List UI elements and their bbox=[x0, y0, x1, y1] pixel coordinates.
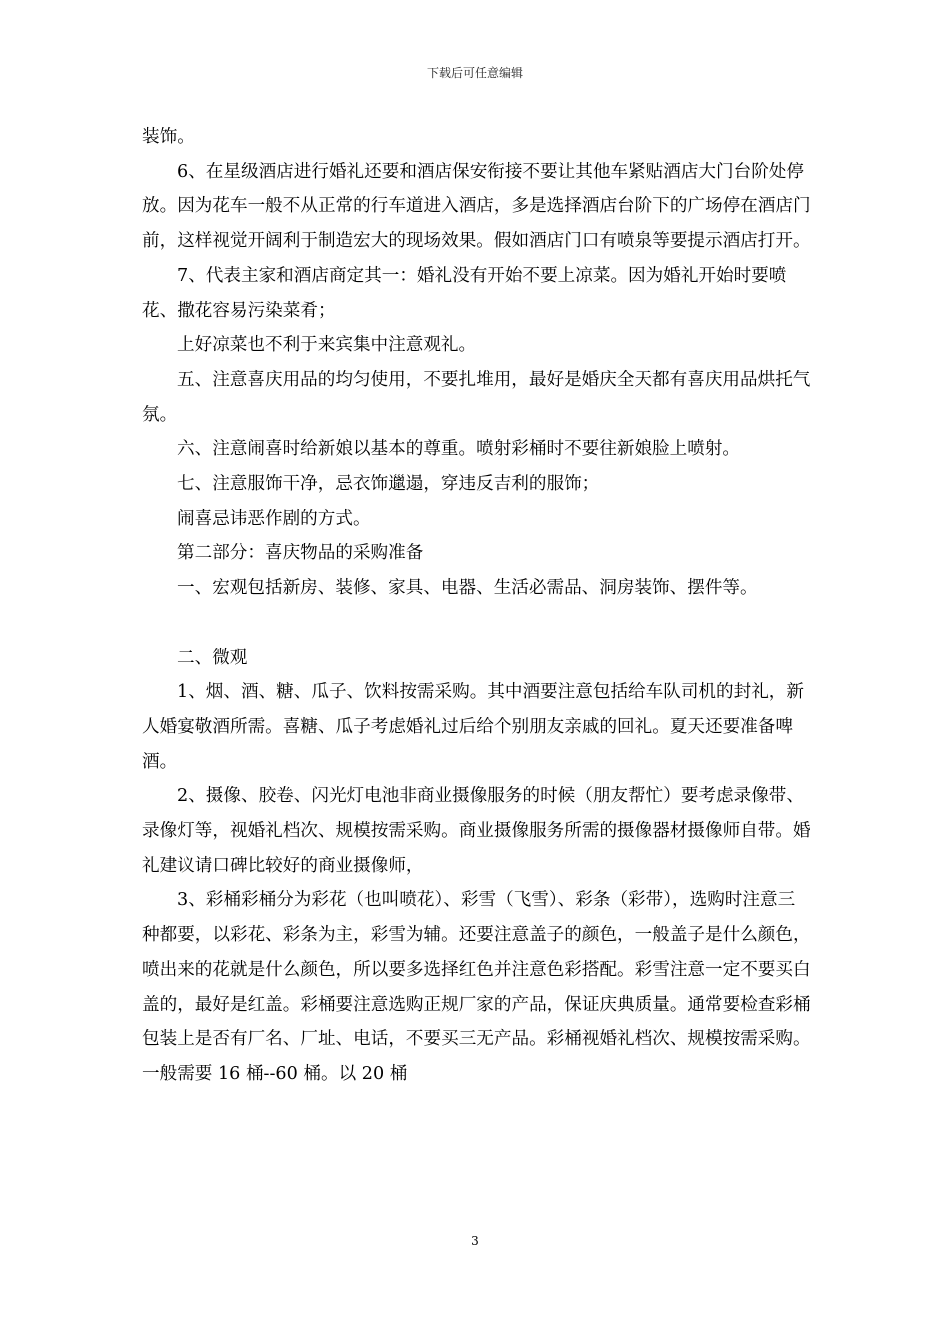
paragraph-item-7-continued: 上好凉菜也不利于来宾集中注意观礼。 bbox=[177, 335, 477, 356]
paragraph-section-7: 七、注意服饰干净，忌衣饰邋遢，穿违反吉利的服饰； bbox=[177, 474, 600, 495]
paragraph-section-5: 五、注意喜庆用品的均匀使用，不要扎堆用，最好是婚庆全天都有喜庆用品烘托气氛。 bbox=[142, 369, 811, 425]
paragraph-item-6: 6、在星级酒店进行婚礼还要和酒店保安衔接不要让其他车紧贴酒店大门台阶处停放。因为花车一般不从正常的行车道进入酒店，多是选择酒店台阶下的广场停在酒店门前，这样视觉开阔利于制造宏大的现场效果。假如酒店门口有喷泉等要提示酒店打开。 bbox=[142, 161, 811, 252]
part-two-heading: 第二部分：喜庆物品的采购准备 bbox=[177, 543, 424, 564]
paragraph-micro-item-2: 2、摄像、胶卷、闪光灯电池非商业摄像服务的时候（朋友帮忙）要考虑录像带、录像灯等，视婚礼档次、规模按需采购。商业摄像服务所需的摄像器材摄像师自带。婚礼建议请口碑比较好的商业摄像师， bbox=[142, 786, 811, 876]
paragraph-continuation: 装饰。 bbox=[142, 127, 195, 147]
paragraph-section-7-continued: 闹喜忌讳恶作剧的方式。 bbox=[177, 508, 371, 529]
paragraph-micro-heading: 二、微观 bbox=[177, 647, 248, 668]
paragraph-section-6: 六、注意闹喜时给新娘以基本的尊重。喷射彩桶时不要往新娘脸上喷射。 bbox=[177, 439, 741, 460]
page-header: 下载后可任意编辑 bbox=[426, 66, 523, 80]
blank-line bbox=[142, 606, 812, 641]
paragraph-macro: 一、宏观包括新房、装修、家具、电器、生活必需品、洞房装饰、摆件等。 bbox=[177, 578, 758, 599]
paragraph-item-7: 7、代表主家和酒店商定其一：婚礼没有开始不要上凉菜。因为婚礼开始时要喷花、撒花容易污染菜肴； bbox=[142, 265, 787, 321]
paragraph-micro-item-3: 3、彩桶彩桶分为彩花（也叫喷花）、彩雪（飞雪）、彩条（彩带），选购时注意三种都要，以彩花、彩条为主，彩雪为辅。还要注意盖子的颜色，一般盖子是什么颜色，喷出来的花就是什么颜色，所以要多选择红色并注意色彩搭配。彩雪注意一定不要买白盖的，最好是红盖。彩桶要注意选购正规厂家的产品，保证庆典质量。通常要检查彩桶包装上是否有厂名、厂址、电话，不要买三无产品。彩桶视婚礼档次、规模按需采购。一般需要 16 桶--60 桶。以 20 桶 bbox=[142, 890, 811, 1084]
page-number: 3 bbox=[471, 1234, 479, 1248]
document-body bbox=[142, 120, 812, 1092]
paragraph-micro-item-1: 1、烟、酒、糖、瓜子、饮料按需采购。其中酒要注意包括给车队司机的封礼，新人婚宴敬酒所需。喜糖、瓜子考虑婚礼过后给个别朋友亲戚的回礼。夏天还要准备啤酒。 bbox=[142, 682, 804, 772]
